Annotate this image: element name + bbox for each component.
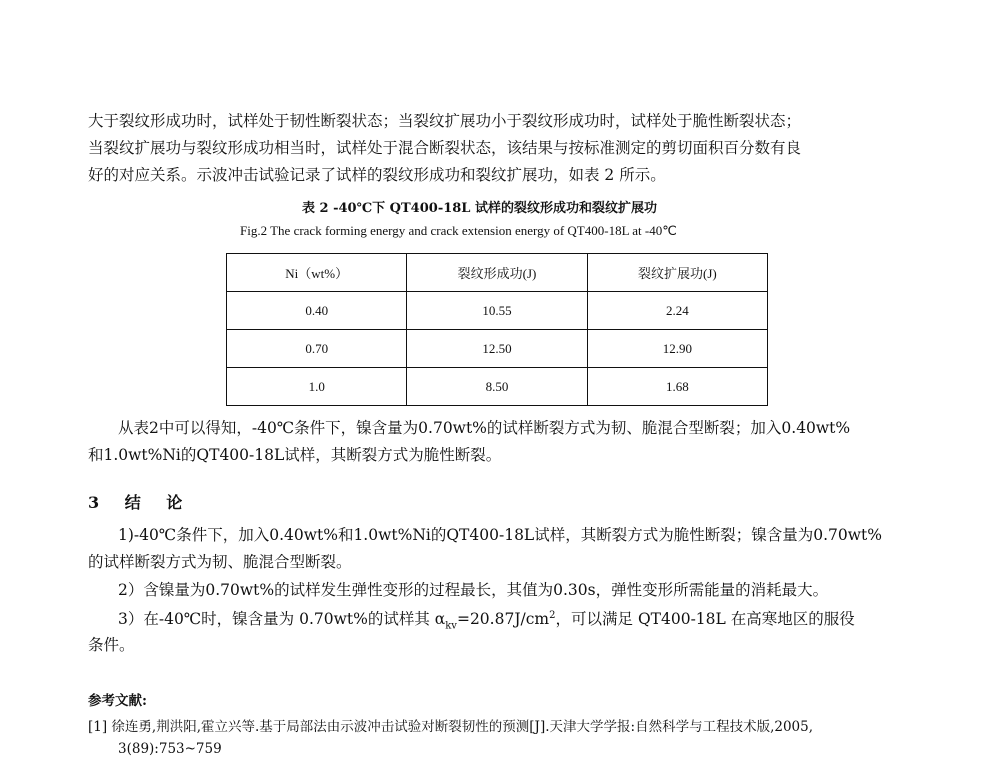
table-cell: 10.55 — [407, 292, 587, 330]
table-caption-en: Fig.2 The crack forming energy and crack extension energy of QT400-18L at -40℃ — [240, 223, 677, 238]
table-header-cell: 裂纹形成功(J) — [407, 254, 587, 292]
table-row — [227, 368, 768, 406]
conclusion-1-line: 1)-40℃条件下，加入0.40wt%和1.0wt%Ni的QT400-18L试样，其断裂方式为脆性断裂；镍含量为0.70wt% — [118, 526, 882, 544]
body-text-line: 当裂纹扩展功与裂纹形成功相当时，试样处于混合断裂状态，该结果与按标准测定的剪切面积百分数有良 — [88, 139, 802, 157]
section-title: 结 论 — [124, 493, 193, 512]
body-text-line: 好的对应关系。示波冲击试验记录了试样的裂纹形成功和裂纹扩展功，如表 2 所示。 — [88, 166, 666, 184]
table-cell: 1.68 — [587, 368, 767, 406]
conclusion-2: 2）含镍量为0.70wt%的试样发生弹性变形的过程最长，其值为0.30s，弹性变形所需能量的消耗最大。 — [118, 581, 829, 599]
table-header-cell: Ni（wt%） — [227, 254, 407, 292]
conclusion-3-prefix: 3）在-40℃时，镍含量为 0.70wt%的试样其 α — [118, 610, 446, 629]
data-table — [226, 253, 768, 406]
table-header-cell: 裂纹扩展功(J) — [587, 254, 767, 292]
conclusion-3-line — [118, 611, 855, 631]
table-cell: 2.24 — [587, 292, 767, 330]
conclusion-1-line: 的试样断裂方式为韧、脆混合型断裂。 — [88, 553, 352, 571]
table-row — [227, 330, 768, 368]
body-text-line: 从表2中可以得知，-40℃条件下，镍含量为0.70wt%的试样断裂方式为韧、脆混合型断裂；加入0.40wt% — [118, 419, 851, 437]
table-cell: 1.0 — [227, 368, 407, 406]
conclusion-3-suffix: ，可以满足 QT400-18L 在高寒地区的服役 — [555, 610, 855, 629]
table-cell: 0.40 — [227, 292, 407, 330]
table-row — [227, 292, 768, 330]
table-header-row — [227, 254, 768, 292]
reference-item: [1] 徐连勇,荆洪阳,霍立兴等.基于局部法由示波冲击试验对断裂韧性的预测[J].天津大学学报:自然科学与工程技术版,2005, — [88, 719, 814, 735]
table-cell: 0.70 — [227, 330, 407, 368]
section-heading — [88, 490, 192, 513]
body-text-line: 大于裂纹形成功时，试样处于韧性断裂状态；当裂纹扩展功小于裂纹形成功时，试样处于脆性断裂状态； — [88, 112, 802, 130]
conclusion-3-value: =20.87J/cm — [456, 610, 550, 629]
table-cell: 12.90 — [587, 330, 767, 368]
section-number: 3 — [88, 493, 110, 512]
table-cell: 8.50 — [407, 368, 587, 406]
conclusion-3-subscript: kv — [445, 620, 457, 632]
body-text-line: 和1.0wt%Ni的QT400-18L试样，其断裂方式为脆性断裂。 — [88, 446, 502, 464]
table-caption-cn: 表 2 -40℃下 QT400-18L 试样的裂纹形成功和裂纹扩展功 — [302, 201, 657, 216]
conclusion-3-superscript: 2 — [549, 610, 556, 621]
reference-item-continuation: 3(89):753~759 — [118, 741, 222, 757]
conclusion-3-line: 条件。 — [88, 636, 135, 654]
references-heading: 参考文献: — [88, 693, 147, 709]
table-cell: 12.50 — [407, 330, 587, 368]
